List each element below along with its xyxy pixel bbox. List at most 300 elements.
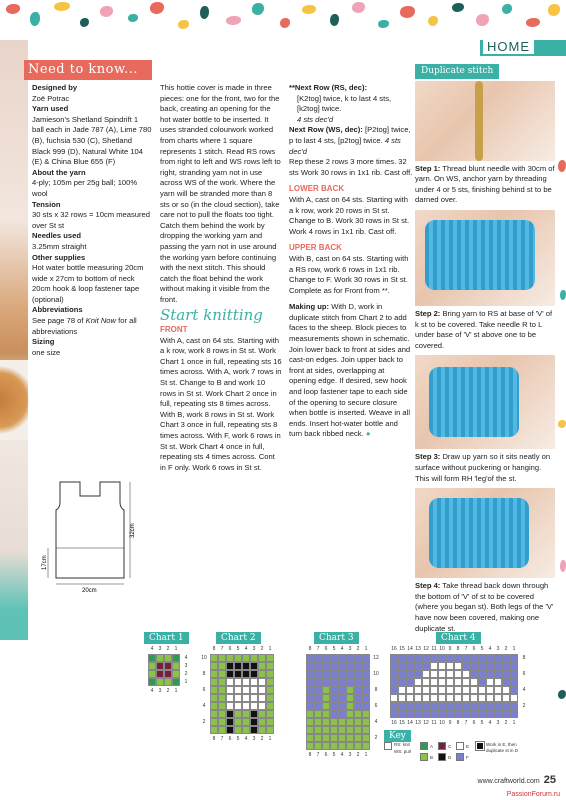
chart-cell bbox=[330, 702, 338, 710]
chart-cell bbox=[462, 686, 470, 694]
step2-text: Step 2: Bring yarn to RS at base of 'V' of k st to be covered. Take needle R to L under base of 'V' st above one to be covered. bbox=[415, 308, 553, 350]
schematic-width: 20cm bbox=[82, 588, 97, 594]
chart-cell bbox=[330, 734, 338, 742]
footer: www.craftworld.com 25 bbox=[477, 774, 556, 786]
chart-cell bbox=[354, 734, 362, 742]
chart-cell bbox=[398, 710, 406, 718]
abbr-text: See page 78 of Knit Now for all abbreviations bbox=[32, 316, 137, 336]
front-text: With A, cast on 64 sts. Starting with a k row, work 8 rows in St st. Work Chart 1 once in full, repeating sts 16 times across. With A, work 7 rows in St st. Change to B and work 10 rows in St st. Work Chart 2 once in full, repeating sts 8 times across. With B, work 8 rows in St st. Work Chart 3 once in full, repeating sts 8 times across. With F, work 6 rows in St st. Work Chart 4 once in full, repeating sts 4 times across. Cont in F only. Work 6 rows in St st. bbox=[160, 335, 282, 472]
chart-cell bbox=[362, 678, 370, 686]
chart-cell bbox=[234, 702, 242, 710]
chart-cell bbox=[430, 694, 438, 702]
chart-row-number: 2 bbox=[184, 671, 188, 677]
chart-cell bbox=[494, 662, 502, 670]
chart-col-number: 2 bbox=[356, 752, 360, 758]
chart-cell bbox=[148, 670, 156, 678]
chart-col-number: 5 bbox=[332, 646, 336, 652]
chart-cell bbox=[330, 662, 338, 670]
chart-cell bbox=[322, 710, 330, 718]
chart-cell bbox=[218, 702, 226, 710]
chart-cell bbox=[494, 694, 502, 702]
chart-cell bbox=[322, 670, 330, 678]
chart-cell bbox=[226, 710, 234, 718]
chart-cell bbox=[156, 678, 164, 686]
step3-photo bbox=[415, 355, 555, 449]
chart-cell bbox=[478, 710, 486, 718]
chart-row-number: 4 bbox=[184, 655, 188, 661]
chart-cell bbox=[406, 662, 414, 670]
chart-cell bbox=[314, 718, 322, 726]
chart-col-number: 3 bbox=[252, 736, 256, 742]
chart-col-number: 2 bbox=[166, 688, 170, 694]
designed-by-heading: Designed by bbox=[32, 83, 78, 92]
chart-col-number: 3 bbox=[158, 646, 162, 652]
chart-cell bbox=[258, 694, 266, 702]
chart-col-number: 12 bbox=[423, 720, 429, 726]
chart-cell bbox=[226, 670, 234, 678]
chart-cell bbox=[346, 734, 354, 742]
key-ws: WS: purl bbox=[394, 749, 412, 754]
chart-cell bbox=[354, 654, 362, 662]
key-d: D bbox=[448, 755, 452, 760]
chart-cell bbox=[258, 718, 266, 726]
chart-cell bbox=[306, 742, 314, 750]
chart-cell bbox=[362, 694, 370, 702]
chart-cell bbox=[422, 702, 430, 710]
chart-cell bbox=[494, 654, 502, 662]
chart-cell bbox=[510, 662, 518, 670]
confetti-border bbox=[0, 0, 566, 40]
chart-cell bbox=[486, 694, 494, 702]
chart-cell bbox=[398, 678, 406, 686]
chart-col-number: 13 bbox=[415, 646, 421, 652]
chart-cell bbox=[446, 662, 454, 670]
chart-cell bbox=[414, 710, 422, 718]
chart-col-number: 3 bbox=[252, 646, 256, 652]
next-ws: Next Row (WS, dec): [P2tog] twice, p to last 4 sts, [p2tog] twice. 4 sts dec'd bbox=[289, 125, 411, 156]
chart-col-number: 4 bbox=[150, 646, 154, 652]
chart-cell bbox=[478, 694, 486, 702]
key-rs: RS: knit bbox=[394, 742, 410, 747]
chart-cell bbox=[470, 702, 478, 710]
chart-cell bbox=[446, 686, 454, 694]
duplicate-stitch-column bbox=[415, 64, 561, 638]
chart-cell bbox=[322, 718, 330, 726]
chart-cell bbox=[210, 654, 218, 662]
chart-col-number: 6 bbox=[324, 646, 328, 652]
chart-cell bbox=[338, 710, 346, 718]
chart-cell bbox=[314, 662, 322, 670]
chart-cell bbox=[266, 678, 274, 686]
chart-cell bbox=[322, 678, 330, 686]
chart-cell bbox=[330, 742, 338, 750]
chart-cell bbox=[354, 662, 362, 670]
chart-col-number: 10 bbox=[439, 646, 445, 652]
chart-cell bbox=[234, 686, 242, 694]
chart-cell bbox=[406, 654, 414, 662]
chart-cell bbox=[346, 710, 354, 718]
about-heading: About the yarn bbox=[32, 167, 86, 177]
chart-col-number: 8 bbox=[308, 646, 312, 652]
chart-cell bbox=[510, 654, 518, 662]
chart-cell bbox=[234, 670, 242, 678]
chart-cell bbox=[422, 710, 430, 718]
abbr-heading: Abbreviations bbox=[32, 305, 83, 315]
chart-cell bbox=[406, 670, 414, 678]
chart-cell bbox=[306, 710, 314, 718]
chart-cell bbox=[322, 654, 330, 662]
chart-cell bbox=[172, 678, 180, 686]
chart-cell bbox=[414, 662, 422, 670]
chart-cell bbox=[258, 726, 266, 734]
chart-cell bbox=[346, 726, 354, 734]
chart-cell bbox=[486, 702, 494, 710]
chart-cell bbox=[362, 670, 370, 678]
chart-row-number: 3 bbox=[184, 663, 188, 669]
chart-cell bbox=[446, 678, 454, 686]
chart-cell bbox=[362, 718, 370, 726]
chart-cell bbox=[338, 726, 346, 734]
supplies-text-1: Hot water bottle measuring 20cm wide x 27cm to bottom of neck bbox=[32, 263, 144, 283]
chart-col-number: 7 bbox=[464, 646, 468, 652]
chart-cell bbox=[446, 710, 454, 718]
chart-row-number: 12 bbox=[373, 655, 379, 661]
chart-cell bbox=[322, 686, 330, 694]
chart-cell bbox=[354, 742, 362, 750]
chart-cell bbox=[148, 662, 156, 670]
chart-col-number: 7 bbox=[316, 646, 320, 652]
chart-cell bbox=[390, 710, 398, 718]
chart-row-number: 6 bbox=[522, 671, 526, 677]
chart-cell bbox=[330, 710, 338, 718]
chart-cell bbox=[172, 670, 180, 678]
chart-cell bbox=[258, 702, 266, 710]
chart-cell bbox=[478, 686, 486, 694]
chart-cell bbox=[406, 686, 414, 694]
chart-cell bbox=[454, 686, 462, 694]
chart-col-number: 8 bbox=[212, 646, 216, 652]
chart-cell bbox=[510, 710, 518, 718]
chart-cell bbox=[462, 662, 470, 670]
chart-cell bbox=[502, 654, 510, 662]
chart-row-number: 6 bbox=[202, 687, 206, 693]
chart-cell bbox=[322, 694, 330, 702]
chart-cell bbox=[266, 686, 274, 694]
chart-cell bbox=[446, 654, 454, 662]
chart-col-number: 2 bbox=[260, 646, 264, 652]
sizing-heading: Sizing bbox=[32, 337, 55, 347]
schematic-lower: 17cm bbox=[42, 555, 48, 570]
chart-cell bbox=[258, 686, 266, 694]
chart-cell bbox=[338, 662, 346, 670]
chart-cell bbox=[430, 654, 438, 662]
chart-cell bbox=[354, 702, 362, 710]
chart-cell bbox=[210, 726, 218, 734]
chart-col-number: 2 bbox=[504, 646, 508, 652]
chart-cell bbox=[322, 702, 330, 710]
chart-cell bbox=[338, 678, 346, 686]
chart-cell bbox=[226, 686, 234, 694]
chart-cell bbox=[414, 702, 422, 710]
chart-cell bbox=[486, 670, 494, 678]
chart-cell bbox=[354, 718, 362, 726]
chart-cell bbox=[454, 654, 462, 662]
chart-cell bbox=[338, 670, 346, 678]
lower-back-heading: LOWER BACK bbox=[289, 184, 345, 194]
chart-cell bbox=[486, 662, 494, 670]
chart-col-number: 9 bbox=[448, 720, 452, 726]
chart-col-number: 4 bbox=[244, 646, 248, 652]
chart-cell bbox=[346, 654, 354, 662]
chart-cell bbox=[266, 710, 274, 718]
chart-cell bbox=[478, 662, 486, 670]
chart-cell bbox=[218, 726, 226, 734]
key-e-swatch bbox=[456, 742, 464, 750]
chart-col-number: 7 bbox=[220, 646, 224, 652]
sizing-text: one size bbox=[32, 347, 61, 357]
chart-cell bbox=[354, 694, 362, 702]
chart-cell bbox=[438, 686, 446, 694]
chart-cell bbox=[462, 694, 470, 702]
chart-cell bbox=[306, 726, 314, 734]
chart-cell bbox=[338, 718, 346, 726]
chart-row-number: 8 bbox=[202, 671, 206, 677]
chart-col-number: 5 bbox=[480, 720, 484, 726]
chart-cell bbox=[226, 662, 234, 670]
chart-cell bbox=[362, 726, 370, 734]
chart-col-number: 8 bbox=[456, 646, 460, 652]
chart-col-number: 1 bbox=[512, 646, 516, 652]
chart-cell bbox=[446, 694, 454, 702]
chart-cell bbox=[502, 670, 510, 678]
chart-cell bbox=[454, 670, 462, 678]
chart-cell bbox=[390, 654, 398, 662]
upper-back-text: With B, cast on 64 sts. Starting with a RS row, work 6 rows in 1x1 rib. Change to F. Work 30 rows in St st. Complete as for Front from **. bbox=[289, 253, 409, 295]
chart-cell bbox=[510, 678, 518, 686]
chart-col-number: 3 bbox=[348, 752, 352, 758]
tension-heading: Tension bbox=[32, 199, 61, 209]
chart-cell bbox=[478, 702, 486, 710]
chart-cell bbox=[234, 726, 242, 734]
chart-cell bbox=[242, 726, 250, 734]
chart-col-number: 4 bbox=[340, 646, 344, 652]
chart-col-number: 3 bbox=[348, 646, 352, 652]
chart-cell bbox=[346, 694, 354, 702]
about-text: 4-ply; 105m per 25g ball; 100% wool bbox=[32, 178, 138, 198]
chart-cell bbox=[234, 678, 242, 686]
chart-cell bbox=[234, 718, 242, 726]
chart-col-number: 15 bbox=[399, 720, 405, 726]
chart-col-number: 8 bbox=[212, 736, 216, 742]
front-heading: FRONT bbox=[160, 325, 188, 335]
chart-cell bbox=[502, 702, 510, 710]
chart-cell bbox=[330, 654, 338, 662]
chart-cell bbox=[354, 710, 362, 718]
yarn-heading: Yarn used bbox=[32, 104, 69, 114]
chart-cell bbox=[226, 678, 234, 686]
chart-cell bbox=[470, 662, 478, 670]
chart-col-number: 1 bbox=[268, 646, 272, 652]
chart-col-number: 1 bbox=[174, 646, 178, 652]
chart-cell bbox=[470, 710, 478, 718]
chart-cell bbox=[438, 702, 446, 710]
chart-cell bbox=[462, 670, 470, 678]
chart-cell bbox=[454, 710, 462, 718]
chart-col-number: 16 bbox=[391, 720, 397, 726]
step4-text: Step 4: Take thread back down through the bottom of 'V' of st to be covered (where you began st). Both legs of the 'V' have now been covered, making one duplicate st. bbox=[415, 581, 554, 633]
chart-cell bbox=[234, 710, 242, 718]
step3-text: Step 3: Draw up yarn so it sits neatly on surface without puckering or hanging. This will form RH 'leg'of the st. bbox=[415, 452, 551, 483]
step4-photo bbox=[415, 488, 555, 578]
chart-cell bbox=[362, 710, 370, 718]
chart-cell bbox=[250, 726, 258, 734]
chart-cell bbox=[210, 662, 218, 670]
chart-col-number: 6 bbox=[228, 646, 232, 652]
chart-cell bbox=[258, 710, 266, 718]
chart-cell bbox=[454, 702, 462, 710]
chart-cell bbox=[250, 694, 258, 702]
chart-cell bbox=[314, 686, 322, 694]
chart-col-number: 14 bbox=[407, 720, 413, 726]
needles-heading: Needles used bbox=[32, 231, 81, 241]
supplies-heading: Other supplies bbox=[32, 252, 86, 262]
chart-cell bbox=[362, 742, 370, 750]
chart-cell bbox=[210, 670, 218, 678]
chart-cell bbox=[330, 678, 338, 686]
step1-photo bbox=[415, 81, 555, 161]
chart-cell bbox=[234, 654, 242, 662]
chart-cell bbox=[354, 678, 362, 686]
chart-cell bbox=[250, 670, 258, 678]
chart-cell bbox=[414, 678, 422, 686]
chart-cell bbox=[226, 694, 234, 702]
chart-cell bbox=[258, 678, 266, 686]
chart-cell bbox=[210, 678, 218, 686]
chart-col-number: 1 bbox=[174, 688, 178, 694]
key-a: A bbox=[430, 744, 434, 749]
chart-cell bbox=[226, 726, 234, 734]
chart-cell bbox=[494, 670, 502, 678]
chart-cell bbox=[210, 702, 218, 710]
chart-col-number: 5 bbox=[332, 752, 336, 758]
chart-cell bbox=[446, 670, 454, 678]
chart-cell bbox=[226, 702, 234, 710]
chart3-label: Chart 3 bbox=[314, 632, 359, 644]
chart-cell bbox=[398, 670, 406, 678]
chart-col-number: 8 bbox=[456, 720, 460, 726]
chart-cell bbox=[156, 654, 164, 662]
chart-row-number: 2 bbox=[202, 719, 206, 725]
chart-cell bbox=[390, 678, 398, 686]
chart-cell bbox=[414, 694, 422, 702]
chart-cell bbox=[314, 734, 322, 742]
chart-cell bbox=[306, 702, 314, 710]
chart-row-number: 4 bbox=[202, 703, 206, 709]
chart-col-number: 6 bbox=[472, 720, 476, 726]
key-ed-swatch bbox=[476, 742, 484, 750]
key-d-swatch bbox=[438, 753, 446, 761]
key-label: Key bbox=[384, 730, 411, 742]
chart-col-number: 5 bbox=[480, 646, 484, 652]
chart-cell bbox=[510, 686, 518, 694]
chart-row-number: 2 bbox=[522, 703, 526, 709]
chart-cell bbox=[218, 678, 226, 686]
chart-cell bbox=[330, 694, 338, 702]
chart-cell bbox=[338, 734, 346, 742]
chart-cell bbox=[502, 686, 510, 694]
chart-cell bbox=[462, 678, 470, 686]
step2-photo bbox=[415, 210, 555, 306]
chart-col-number: 1 bbox=[364, 752, 368, 758]
chart-cell bbox=[438, 694, 446, 702]
chart-cell bbox=[406, 678, 414, 686]
key-f: F bbox=[466, 755, 469, 760]
chart-cell bbox=[430, 678, 438, 686]
chart-cell bbox=[314, 654, 322, 662]
chart-row-number: 4 bbox=[522, 687, 526, 693]
chart-cell bbox=[330, 686, 338, 694]
chart-col-number: 4 bbox=[340, 752, 344, 758]
chart-cell bbox=[346, 670, 354, 678]
chart-cell bbox=[470, 678, 478, 686]
chart-cell bbox=[156, 662, 164, 670]
chart-cell bbox=[494, 678, 502, 686]
next-rs-heading: **Next Row (RS, dec): bbox=[289, 83, 368, 92]
chart-col-number: 1 bbox=[512, 720, 516, 726]
chart-cell bbox=[266, 662, 274, 670]
key-a-swatch bbox=[420, 742, 428, 750]
chart-cell bbox=[346, 678, 354, 686]
chart-cell bbox=[242, 654, 250, 662]
chart-col-number: 5 bbox=[236, 736, 240, 742]
chart-cell bbox=[346, 718, 354, 726]
key-f-swatch bbox=[456, 753, 464, 761]
chart-cell bbox=[306, 654, 314, 662]
chart-cell bbox=[346, 686, 354, 694]
chart-col-number: 16 bbox=[391, 646, 397, 652]
chart-cell bbox=[164, 670, 172, 678]
chart-cell bbox=[422, 686, 430, 694]
chart-col-number: 1 bbox=[268, 736, 272, 742]
need-to-know-banner: Need to know... bbox=[24, 60, 152, 80]
chart-cell bbox=[322, 734, 330, 742]
chart-cell bbox=[422, 662, 430, 670]
chart-cell bbox=[390, 702, 398, 710]
chart-cell bbox=[242, 670, 250, 678]
chart-cell bbox=[430, 670, 438, 678]
chart-cell bbox=[362, 734, 370, 742]
chart-col-number: 7 bbox=[464, 720, 468, 726]
chart-col-number: 1 bbox=[364, 646, 368, 652]
chart-cell bbox=[430, 702, 438, 710]
chart-cell bbox=[414, 654, 422, 662]
watermark: PassionForum.ru bbox=[506, 791, 560, 798]
chart-cell bbox=[266, 670, 274, 678]
chart-cell bbox=[226, 654, 234, 662]
chart-cell bbox=[266, 694, 274, 702]
designer: Zoë Potrac bbox=[32, 93, 70, 103]
chart-cell bbox=[346, 702, 354, 710]
chart-cell bbox=[314, 726, 322, 734]
chart-cell bbox=[242, 662, 250, 670]
instructions-column bbox=[160, 83, 282, 473]
chart-cell bbox=[242, 686, 250, 694]
supplies-text-2: 20cm hook & loop fastener tape (optional) bbox=[32, 284, 140, 304]
chart-cell bbox=[462, 654, 470, 662]
key-note: Work in E, then duplicate st in D bbox=[486, 742, 519, 753]
chart-cell bbox=[314, 742, 322, 750]
chart-cell bbox=[398, 662, 406, 670]
